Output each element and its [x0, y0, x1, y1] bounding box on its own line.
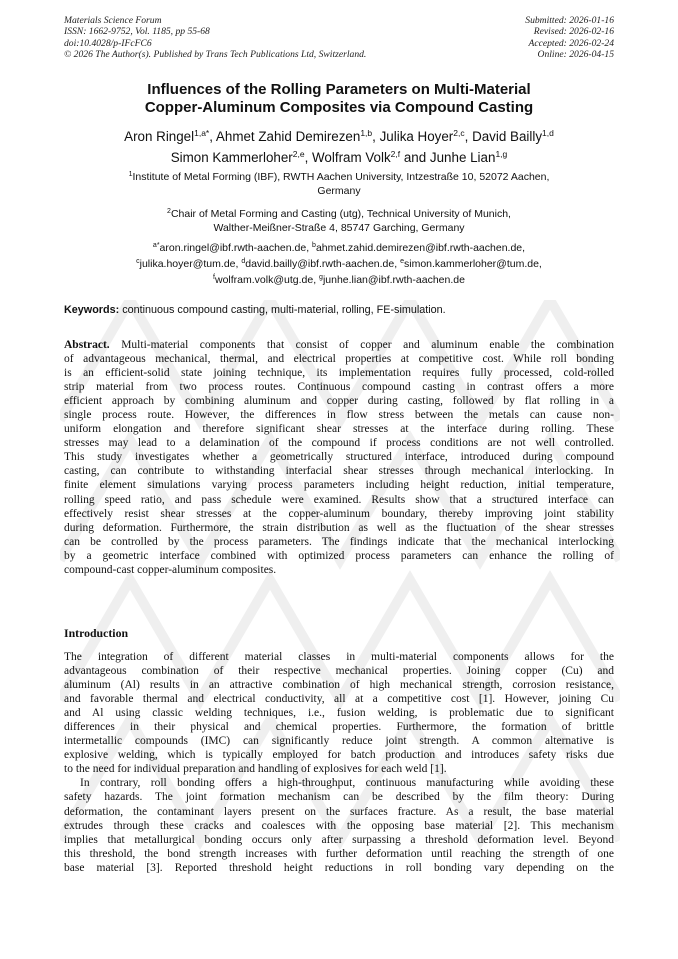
intro-line: and favorable thermal and electrical conductivity, all at a competitive cost [1]. However, joining Cu	[64, 693, 614, 706]
abstract-line: This study investigates whether a geometrically structured interface, introduced during compound	[64, 451, 614, 464]
intro-line: In contrary, roll bonding offers a high-throughput, continuous manufacturing while avoiding these	[80, 777, 614, 790]
affil-text: Walther-Meißner-Straße 4, 85747 Garching, Germany	[213, 222, 465, 234]
keywords-label: Keywords:	[64, 304, 120, 316]
header-right	[434, 15, 614, 61]
author-name: and Junhe Lian	[400, 149, 496, 165]
abstract-line: efficient approach by combining aluminum and copper during casting, followed by flat rolling in a	[64, 395, 614, 408]
author-emails	[64, 239, 614, 287]
email-marker: d	[241, 258, 246, 265]
abstract-line: is an efficient-solid state joining technique, its implementation requires fully processed, cold-rolled	[64, 367, 614, 380]
abstract-line: of advantageous mechanical, thermal, and electrical properties at competitive cost. While roll bonding	[64, 353, 614, 366]
accepted-date: Accepted: 2026-02-24	[528, 37, 614, 49]
intro-line: safety hazards. The joint formation mechanism can be described by the film theory: During	[64, 791, 614, 804]
intro-line: deformation, the contaminant layers present on the surfaces fracture. As a result, the base material	[64, 805, 614, 818]
journal-doi: doi:10.4028/p-IFcFC6	[64, 37, 152, 49]
email-address[interactable]: junhe.lian@ibf.rwth-aachen.de	[322, 274, 465, 286]
affil-text: Institute of Metal Forming (IBF), RWTH Aachen University, Intzestraße 10, 52072 Aachen,	[132, 171, 550, 183]
abstract-line: compound-cast copper-aluminum composites.	[64, 563, 277, 576]
section-heading-introduction: Introduction	[64, 626, 129, 640]
author-name: Simon Kammerloher	[170, 149, 293, 165]
intro-line: intermetallic compounds (IMC) can significantly reduce joint strength. A common alternative is	[64, 735, 614, 748]
abstract-label: Abstract.	[64, 339, 110, 351]
intro-line: and Al using classic welding techniques, i.e., fusion welding, is problematic due to significant	[64, 707, 614, 720]
intro-line: differences in their physical and chemical properties. Furthermore, the formation of brittle	[64, 721, 614, 734]
author-name: , Ahmet Zahid Demirezen	[209, 129, 361, 144]
author-list	[64, 125, 614, 166]
author-affil-marker: 1,b	[360, 128, 373, 138]
journal-issn: ISSN: 1662-9752, Vol. 1185, pp 55-68	[64, 26, 210, 38]
affiliation-2	[64, 205, 614, 235]
email-marker: f	[213, 274, 215, 281]
email-marker: c	[136, 258, 140, 265]
abstract-line: during deformation. Furthermore, the strain distribution as well as the fluctuation of the shear stresses	[64, 521, 614, 534]
abstract-line: rolling speed ratio, and pass schedule were examined. Results show that a structured interface can	[64, 493, 614, 506]
affil-number: 2	[167, 208, 171, 215]
title-line: Copper-Aluminum Composites via Compound Casting	[144, 99, 534, 116]
intro-line: implies that metallurgical bonding occurs only after surpassing a threshold deformation level. Beyond	[64, 833, 614, 846]
intro-line: aluminum (Al) results in an attractive combination of high mechanical strength, corrosion resistance,	[64, 679, 614, 692]
intro-line: explosive welding, which is typically employed for batch production and introduces safety risks due	[64, 749, 614, 762]
email-address[interactable]: david.bailly@ibf.rwth-aachen.de,	[245, 258, 401, 270]
keywords-text: continuous compound casting, multi-material, rolling, FE-simulation.	[119, 304, 446, 316]
abstract-line: uniform elongation and therefore significant shear stresses at the interface during rolling. These	[64, 423, 614, 436]
email-address[interactable]: aron.ringel@ibf.rwth-aachen.de,	[159, 242, 313, 254]
abstract-line: can be controlled by the process parameters. The findings indicate that the mechanical interlocking	[64, 535, 614, 548]
email-address[interactable]: wolfram.volk@utg.de,	[215, 274, 320, 286]
author-affil-marker: 2,e	[292, 148, 305, 159]
author-name: , David Bailly	[464, 129, 543, 144]
introduction-body	[64, 650, 614, 875]
online-date: Online: 2026-04-15	[537, 49, 614, 61]
title-line: Influences of the Rolling Parameters on Multi-Material	[147, 81, 531, 98]
abstract-line: casting, can contribute to withstanding interfacial shear stresses through mechanical interlocking. In	[64, 465, 614, 478]
submitted-date: Submitted: 2026-01-16	[525, 15, 614, 26]
header-left	[64, 15, 464, 61]
email-marker: e	[400, 258, 404, 265]
copyright-line: © 2026 The Author(s). Published by Trans Tech Publications Ltd, Switzerland.	[64, 49, 367, 61]
author-affil-marker: 2,f	[390, 148, 401, 159]
author-name: , Wolfram Volk	[304, 149, 391, 165]
intro-line: to the need for individual preparation and handling of explosives for each weld [1].	[64, 763, 447, 776]
abstract-text: Multi-material components that consist of copper and aluminum enable the combination	[109, 339, 614, 351]
author-name: Aron Ringel	[124, 129, 195, 144]
intro-line: The integration of different material classes in multi-material components allows for the	[64, 651, 614, 663]
abstract-line: effectively resist shear stresses at the copper-aluminum boundary, thereby improving joint stability	[64, 507, 614, 520]
email-marker: b	[312, 242, 316, 249]
abstract-line: finite element simulations varying process parameters including height reduction, initial temperature,	[64, 479, 614, 492]
intro-line: base material [3]. Reported threshold height reductions in roll bonding vary depending on the	[64, 861, 614, 874]
revised-date: Revised: 2026-02-16	[533, 26, 614, 38]
keywords	[64, 303, 614, 317]
paper-title	[64, 81, 614, 117]
affil-number: 1	[128, 171, 133, 178]
journal-name: Materials Science Forum	[64, 15, 162, 26]
abstract-line: by a geometric interface combined with optimized process parameters can enhance the rolling of	[64, 549, 614, 562]
abstract-line: stresses may lead to a delamination of the compound if process conditions are not well controlled.	[64, 437, 614, 450]
author-affil-marker: 2,c	[453, 128, 465, 138]
email-marker: a*	[152, 242, 160, 249]
author-affil-marker: 1,g	[495, 148, 508, 159]
affil-text: Germany	[317, 185, 361, 197]
email-address[interactable]: simon.kammerloher@tum.de,	[403, 258, 542, 270]
affiliation-1	[64, 168, 614, 198]
abstract-line: single process route. However, the differences in flow stress between the metals can cause non-	[64, 409, 614, 422]
author-name: , Julika Hoyer	[372, 129, 454, 144]
intro-line: advantageous combination of their respective mechanical properties. Joining copper (Cu) and	[64, 665, 614, 678]
email-marker: g	[319, 274, 323, 281]
author-affil-marker: 1,a*	[194, 128, 210, 138]
intro-line: extrudes through these cracks and coalesces with the opposing base material [2]. This mechanism	[64, 819, 614, 832]
intro-line: this threshold, the bond strength increases with further deformation until reaching the strength of one	[64, 847, 614, 860]
affil-text: Chair of Metal Forming and Casting (utg), Technical University of Munich,	[170, 208, 511, 220]
email-address[interactable]: julika.hoyer@tum.de,	[139, 258, 242, 270]
abstract-line: strip material from two process routes. Continuous compound casting in contrast offers a more	[64, 381, 614, 394]
abstract	[64, 338, 614, 577]
email-address[interactable]: ahmet.zahid.demirezen@ibf.rwth-aachen.de,	[315, 242, 526, 254]
author-affil-marker: 1,d	[542, 128, 554, 138]
